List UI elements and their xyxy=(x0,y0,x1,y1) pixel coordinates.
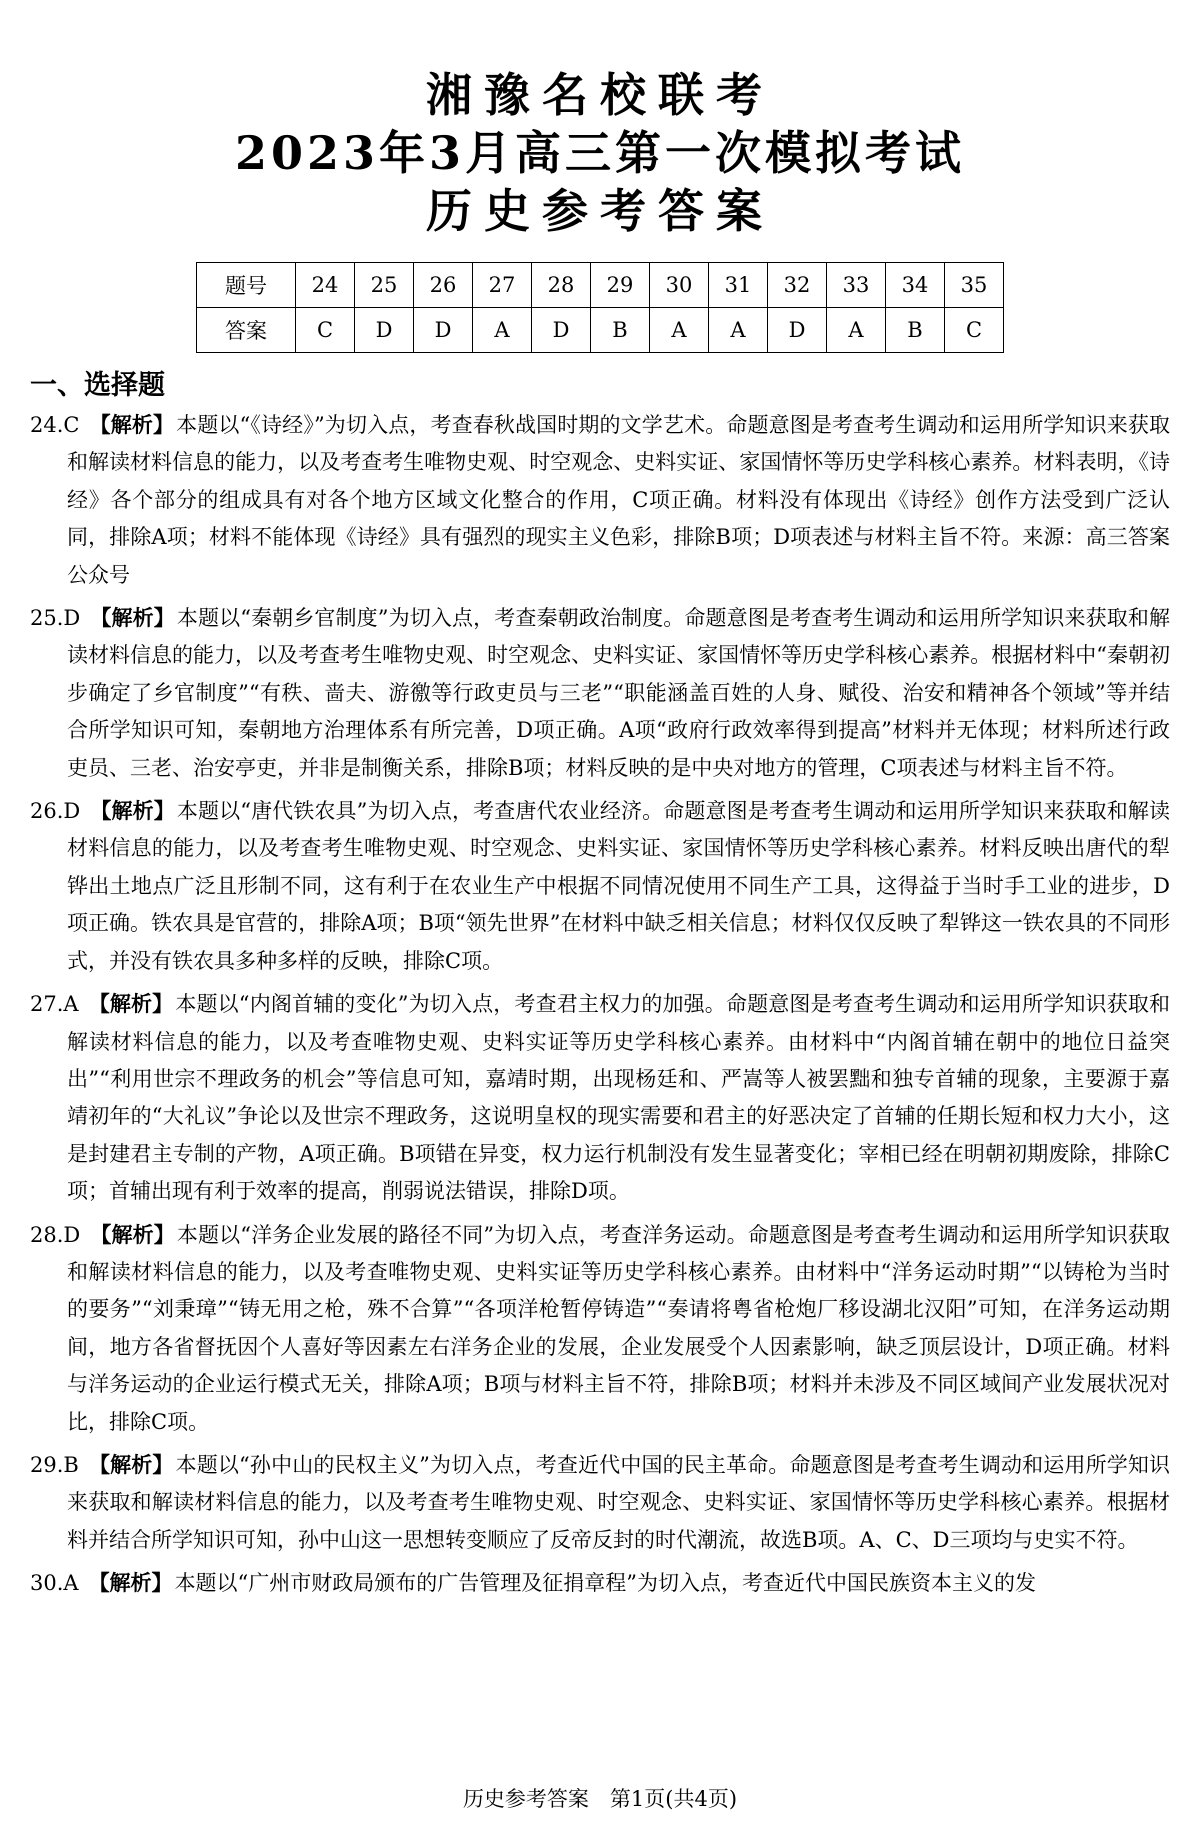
section-heading: 一、选择题 xyxy=(30,370,165,401)
item-number: 24.C xyxy=(30,413,80,437)
analysis-tag: 【解析】 xyxy=(88,1452,174,1477)
answer-cell: D xyxy=(355,308,414,353)
question-number-cell: 29 xyxy=(591,263,650,308)
explanation-item xyxy=(30,1447,1170,1559)
question-number-cell: 26 xyxy=(414,263,473,308)
question-number-cell: 25 xyxy=(355,263,414,308)
subject-title: 历史参考答案 xyxy=(426,184,774,238)
explanation-list xyxy=(30,407,1170,1603)
item-text: 本题以“孙中山的民权主义”为切入点，考查近代中国的民主革命。命题意图是考查考生调动和运用所学知识来获取和解读材料信息的能力，以及考查考生唯物史观、时空观念、史料实证、家国情怀等历史学科核心素养。根据材料并结合所学知识可知，孙中山这一思想转变顺应了反帝反封的时代潮流，故选B项。A、C、D三项均与史实不符。 xyxy=(67,1452,1171,1552)
question-number-cell: 27 xyxy=(473,263,532,308)
title-block xyxy=(0,0,1200,240)
item-number: 25.D xyxy=(30,606,81,631)
explanation-item xyxy=(30,1217,1170,1441)
question-number-cell: 34 xyxy=(886,263,945,308)
item-text: 本题以“内阁首辅的变化”为切入点，考查君主权力的加强。命题意图是考查考生调动和运用所学知识获取和解读材料信息的能力，以及考查唯物史观、史料实证等历史学科核心素养。由材料中“内阁首辅在朝中的地位日益突出”“利用世宗不理政务的机会”等信息可知，嘉靖时期，出现杨廷和、严嵩等人被罢黜和独专首辅的现象，主要源于嘉靖初年的“大礼议”争论以及世宗不理政务，这说明皇权的现实需要和君主的好恶决定了首辅的任期长短和权力大小，这是封建君主专制的产物，A项正确。B项错在异变，权力运行机制没有发生显著变化；宰相已经在明朝初期废除，排除C项；首辅出现有利于效率的提高，削弱说法错误，排除D项。 xyxy=(67,992,1171,1204)
page-footer: 历史参考答案 第1页(共4页) xyxy=(462,1787,738,1811)
answer-cell: B xyxy=(886,308,945,353)
analysis-tag: 【解析】 xyxy=(90,606,175,631)
answer-row xyxy=(197,308,1004,353)
answer-cell: D xyxy=(414,308,473,353)
explanation-item xyxy=(30,793,1170,980)
item-number: 27.A xyxy=(30,992,79,1017)
analysis-tag: 【解析】 xyxy=(88,1571,173,1596)
row-label-answer: 答案 xyxy=(197,308,296,353)
explanation-item xyxy=(30,407,1170,594)
item-number: 30.A xyxy=(30,1571,79,1596)
item-text: 本题以“秦朝乡官制度”为切入点，考查秦朝政治制度。命题意图是考查考生调动和运用所学知识来获取和解读材料信息的能力，以及考查考生唯物史观、时空观念、史料实证、家国情怀等历史学科核心素养。根据材料中“秦朝初步确定了乡官制度”“有秩、啬夫、游徼等行政吏员与三老”“职能涵盖百姓的人身、赋役、治安和精神各个领域”等并结合所学知识可知，秦朝地方治理体系有所完善，D项正确。A项“政府行政效率得到提高”材料并无体现；材料所述行政吏员、三老、治安亭吏，并非是制衡关系，排除B项；材料反映的是中央对地方的管理，C项表述与材料主旨不符。 xyxy=(67,606,1171,780)
question-number-cell: 31 xyxy=(709,263,768,308)
item-text: 本题以“洋务企业发展的路径不同”为切入点，考查洋务运动。命题意图是考查考生调动和运用所学知识获取和解读材料信息的能力，以及考查唯物史观、史料实证等历史学科核心素养。由材料中“洋务运动时期”“以铸枪为当时的要务”“刘秉璋”“铸无用之枪，殊不合算”“各项洋枪暂停铸造”“奏请将粤省枪炮厂移设湖北汉阳”可知，在洋务运动期间，地方各省督抚因个人喜好等因素左右洋务企业的发展，企业发展受个人因素影响，缺乏顶层设计，D项正确。材料与洋务运动的企业运行模式无关，排除A项；B项与材料主旨不符，排除B项；材料并未涉及不同区域间产业发展状况对比，排除C项。 xyxy=(67,1222,1171,1434)
explanation-item xyxy=(30,1565,1170,1602)
question-number-cell: 32 xyxy=(768,263,827,308)
question-number-cell: 24 xyxy=(296,263,355,308)
analysis-tag: 【解析】 xyxy=(89,413,175,437)
answer-cell: A xyxy=(709,308,768,353)
item-text: 本题以“唐代铁农具”为切入点，考查唐代农业经济。命题意图是考查考生调动和运用所学知识来获取和解读材料信息的能力，以及考查考生唯物史观、时空观念、史料实证、家国情怀等历史学科核心素养。材料反映出唐代的犁铧出土地点广泛且形制不同，这有利于在农业生产中根据不同情况使用不同生产工具，这得益于当时手工业的进步，D项正确。铁农具是官营的，排除A项；B项“领先世界”在材料中缺乏相关信息；材料仅仅反映了犁铧这一铁农具的不同形式，并没有铁农具多种多样的反映，排除C项。 xyxy=(67,799,1171,973)
item-number: 26.D xyxy=(30,799,81,824)
row-label-question: 题号 xyxy=(197,263,296,308)
question-number-cell: 35 xyxy=(945,263,1004,308)
exam-union-title: 湘豫名校联考 xyxy=(426,68,774,122)
answer-table xyxy=(196,262,1004,353)
answer-cell: A xyxy=(650,308,709,353)
answer-cell: A xyxy=(827,308,886,353)
answer-cell: A xyxy=(473,308,532,353)
explanation-item xyxy=(30,986,1170,1210)
exam-name-title: 2023年3月高三第一次模拟考试 xyxy=(234,126,966,180)
question-number-cell: 28 xyxy=(532,263,591,308)
question-number-cell: 30 xyxy=(650,263,709,308)
answer-cell: D xyxy=(768,308,827,353)
question-number-cell: 33 xyxy=(827,263,886,308)
analysis-tag: 【解析】 xyxy=(90,799,175,824)
analysis-tag: 【解析】 xyxy=(88,992,174,1017)
answer-cell: C xyxy=(945,308,1004,353)
item-text: 本题以“《诗经》”为切入点，考查春秋战国时期的文学艺术。命题意图是考查考生调动和运用所学知识来获取和解读材料信息的能力，以及考查考生唯物史观、时空观念、史料实证、家国情怀等历史学科核心素养。材料表明，《诗经》各个部分的组成具有对各个地方区域文化整合的作用，C项正确。材料没有体现出《诗经》创作方法受到广泛认同，排除A项；材料不能体现《诗经》具有强烈的现实主义色彩，排除B项；D项表述与材料主旨不符。来源：高三答案公众号 xyxy=(67,413,1171,587)
answer-cell: B xyxy=(591,308,650,353)
question-number-row xyxy=(197,263,1004,308)
item-number: 29.B xyxy=(30,1452,79,1477)
analysis-tag: 【解析】 xyxy=(90,1222,175,1247)
answer-cell: C xyxy=(296,308,355,353)
item-number: 28.D xyxy=(30,1222,81,1247)
explanation-item xyxy=(30,600,1170,787)
item-text: 本题以“广州市财政局颁布的广告管理及征捐章程”为切入点，考查近代中国民族资本主义的发 xyxy=(174,1571,1037,1596)
answer-cell: D xyxy=(532,308,591,353)
